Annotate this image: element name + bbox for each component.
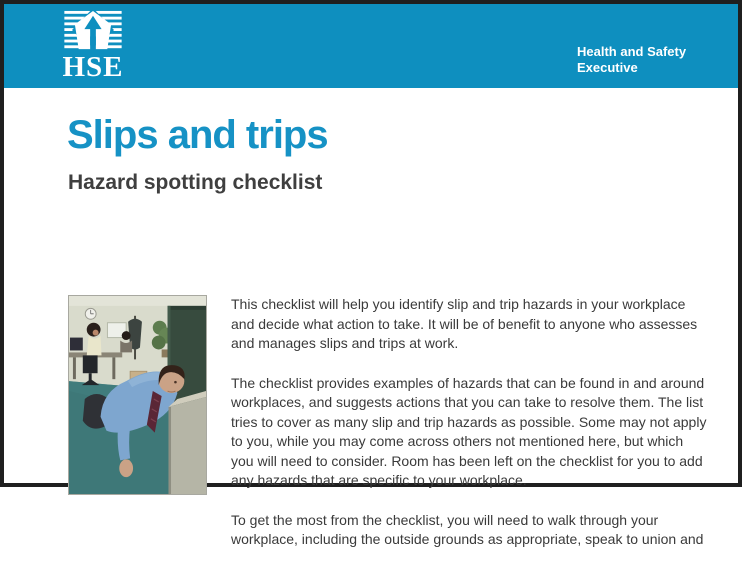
org-name-line2: Executive bbox=[577, 60, 638, 75]
content-area bbox=[68, 295, 708, 570]
hse-logo-icon bbox=[63, 10, 123, 52]
org-name bbox=[577, 44, 686, 76]
office-trip-photo bbox=[68, 295, 207, 495]
page-subtitle: Hazard spotting checklist bbox=[68, 171, 323, 194]
org-name-line1: Health and Safety bbox=[577, 44, 687, 59]
page-title: Slips and trips bbox=[67, 113, 328, 157]
body-text bbox=[231, 295, 708, 570]
hse-logo bbox=[60, 10, 126, 84]
paragraph-walkthrough: To get the most from the checklist, you will need to walk through your workplace, including the outside grounds as appropriate, speak to union and bbox=[231, 511, 704, 547]
header-banner bbox=[4, 4, 738, 88]
hse-logo-text: HSE bbox=[62, 51, 124, 83]
paragraph-examples: The checklist provides examples of hazards that can be found in and around workplaces, and suggests actions that you can take to resolve them. The list tries to cover as many slip and trip hazards as possible. Some may not apply to you, while you may come across others not mentioned here, but which you will need to consider. Room has been left on the checklist for you to add any hazards that are specific to your workplace. bbox=[231, 374, 707, 488]
paragraph-intro: This checklist will help you identify slip and trip hazards in your workplace and decide what action to take. It will be of benefit to anyone who assesses and manages slips and trips at work. bbox=[231, 296, 698, 351]
